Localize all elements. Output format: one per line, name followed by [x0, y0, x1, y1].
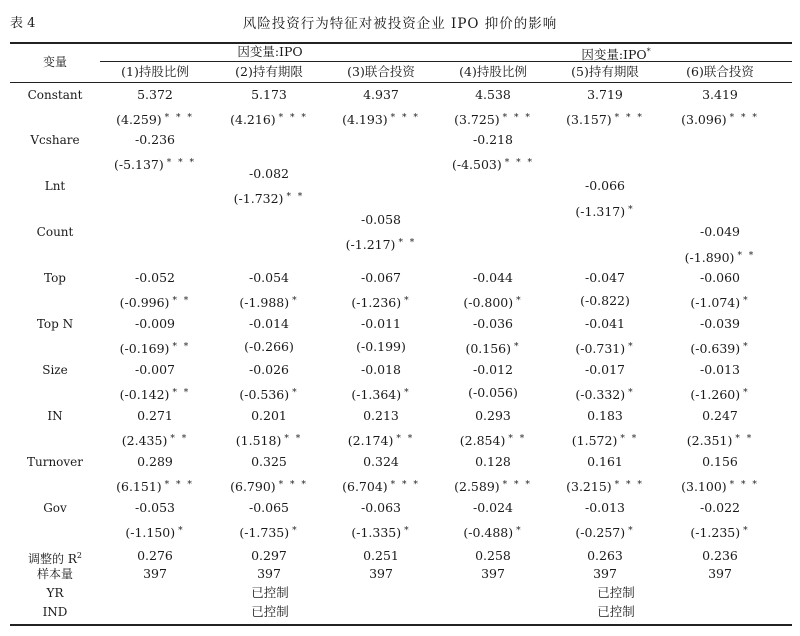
significance-stars: * * [508, 434, 527, 444]
coef-cell: 0.201 [251, 408, 287, 423]
sample-size-cell: 397 [708, 566, 732, 581]
significance-stars: * * [620, 434, 639, 444]
t-stat-value: (2.351) [686, 433, 733, 448]
t-stat-cell [325, 235, 437, 253]
coef-cell: -0.053 [134, 500, 175, 515]
significance-stars: * * * [614, 480, 644, 490]
significance-stars: * * * [504, 158, 534, 168]
t-stat-value: (6.790) [230, 479, 276, 494]
coef-cell: 0.156 [702, 454, 738, 469]
significance-stars: * [404, 526, 411, 536]
coef-cell: -0.065 [248, 500, 289, 515]
adj-r2-cell: 0.258 [475, 548, 511, 563]
coef-cell: -0.039 [699, 316, 740, 331]
t-stat-cell [664, 523, 776, 541]
header-rule [10, 82, 792, 83]
sample-size-cell: 397 [257, 566, 281, 581]
significance-stars: * * * [614, 113, 644, 123]
t-stat-value: (-1.150) [125, 525, 176, 540]
t-stat-value: (-1.890) [684, 250, 735, 265]
t-stat-cell [664, 339, 776, 357]
row-label-lnt: Lnt [44, 179, 66, 193]
row-label-size: Size [42, 363, 68, 377]
coef-cell: -0.066 [584, 178, 625, 193]
significance-stars: * * * [164, 480, 194, 490]
significance-stars: * [743, 342, 750, 352]
significance-stars: * * [172, 296, 191, 306]
coef-cell: -0.009 [134, 316, 175, 331]
t-stat-cell [549, 385, 661, 403]
column-header: (3)联合投资 [347, 64, 415, 79]
adj-r2-label: 调整的 $R^2$ [28, 551, 82, 566]
row-label-count: Count [36, 225, 74, 239]
t-stat-cell [99, 110, 211, 128]
t-stat-value: (-5.137) [114, 157, 164, 172]
coef-cell: -0.041 [584, 316, 625, 331]
t-stat-cell [437, 293, 549, 311]
t-stat-value: (-0.056) [468, 385, 518, 400]
t-stat-cell [99, 477, 211, 495]
t-stat-cell [664, 293, 776, 311]
t-stat-cell [325, 477, 437, 495]
coef-cell: -0.236 [134, 132, 175, 147]
t-stat-cell [437, 155, 549, 173]
significance-stars: * * [172, 342, 191, 352]
coef-cell: 5.372 [137, 87, 173, 102]
coef-cell: 0.213 [363, 408, 399, 423]
significance-stars: * * * [390, 480, 420, 490]
t-stat-value: (-0.488) [463, 525, 514, 540]
dependent-variable-right: 因变量:IPO* [581, 47, 651, 63]
sample-size-cell: 397 [369, 566, 393, 581]
row-label-turnover: Turnover [26, 455, 84, 469]
significance-stars: * * [398, 238, 417, 248]
t-stat-cell [549, 339, 661, 357]
significance-stars: * * [172, 388, 191, 398]
t-stat-cell [213, 477, 325, 495]
significance-stars: * [743, 296, 750, 306]
t-stat-value: (-1.317) [575, 204, 626, 219]
coef-cell: 0.324 [363, 454, 399, 469]
significance-stars: * [743, 526, 750, 536]
t-stat-cell [99, 339, 211, 357]
coef-cell: 0.247 [702, 408, 738, 423]
coef-cell: 0.183 [587, 408, 623, 423]
t-stat-value: (-0.169) [119, 341, 170, 356]
bottom-rule [10, 624, 792, 626]
coef-cell: -0.012 [472, 362, 513, 377]
t-stat-cell [437, 339, 549, 357]
t-stat-value: (-0.996) [119, 295, 170, 310]
coef-cell: 4.937 [363, 87, 399, 102]
coef-cell: -0.013 [699, 362, 740, 377]
significance-stars: * * [396, 434, 415, 444]
ind-label: IND [42, 605, 68, 619]
t-stat-value: (-0.199) [356, 339, 406, 354]
variable-header: 变量 [42, 55, 67, 69]
column-header: (2)持有期限 [235, 64, 303, 79]
significance-stars: * [404, 296, 411, 306]
t-stat-value: (3.725) [454, 112, 500, 127]
adj-r2-cell: 0.263 [587, 548, 623, 563]
coef-cell: -0.013 [584, 500, 625, 515]
t-stat-cell [325, 385, 437, 403]
row-label-topn: Top N [36, 317, 74, 331]
significance-stars: * * * [278, 113, 308, 123]
row-label-in: IN [47, 409, 63, 423]
t-stat-value: (-0.822) [580, 293, 630, 308]
t-stat-cell [437, 523, 549, 541]
coef-cell: -0.054 [248, 270, 289, 285]
significance-stars: * [628, 526, 635, 536]
coef-cell: -0.067 [360, 270, 401, 285]
t-stat-cell [325, 431, 437, 449]
significance-stars: * * * [502, 113, 532, 123]
row-label-top: Top [44, 271, 66, 285]
significance-stars: * [516, 296, 523, 306]
t-stat-value: (1.572) [571, 433, 618, 448]
t-stat-cell [437, 431, 549, 449]
t-stat-value: (-0.266) [244, 339, 294, 354]
sample-size-cell: 397 [593, 566, 617, 581]
significance-stars: * [628, 388, 635, 398]
t-stat-value: (4.216) [230, 112, 276, 127]
t-stat-value: (-1.260) [690, 387, 741, 402]
adj-r2-cell: 0.276 [137, 548, 173, 563]
t-stat-value: (3.215) [566, 479, 612, 494]
column-header: (4)持股比例 [459, 64, 527, 79]
adj-r2-cell: 0.236 [702, 548, 738, 563]
t-stat-cell [213, 431, 325, 449]
significance-stars: * * * [278, 480, 308, 490]
t-stat-cell [325, 339, 437, 355]
t-stat-value: (-1.236) [351, 295, 402, 310]
group-rule-left [100, 61, 440, 62]
t-stat-value: (-1.988) [239, 295, 290, 310]
t-stat-value: (-0.639) [690, 341, 741, 356]
t-stat-value: (3.100) [681, 479, 727, 494]
coef-cell: 0.325 [251, 454, 287, 469]
significance-stars: * [514, 342, 521, 352]
t-stat-value: (-0.332) [575, 387, 626, 402]
table-title: 风险投资行为特征对被投资企业 IPO 抑价的影响 [242, 16, 558, 32]
t-stat-cell [437, 477, 549, 495]
t-stat-cell [664, 431, 776, 449]
coef-cell: -0.063 [360, 500, 401, 515]
coef-cell: -0.058 [360, 212, 401, 227]
coef-cell: -0.036 [472, 316, 513, 331]
t-stat-value: (2.589) [454, 479, 500, 494]
t-stat-value: (-1.735) [239, 525, 290, 540]
coef-cell: 0.293 [475, 408, 511, 423]
significance-stars: * [178, 526, 185, 536]
significance-stars: * * * [502, 480, 532, 490]
t-stat-value: (-1.235) [690, 525, 741, 540]
t-stat-value: (-1.217) [345, 237, 396, 252]
coef-cell: -0.017 [584, 362, 625, 377]
coef-cell: 3.719 [587, 87, 623, 102]
coef-cell: 4.538 [475, 87, 511, 102]
column-header: (1)持股比例 [121, 64, 189, 79]
t-stat-value: (-1.364) [351, 387, 402, 402]
significance-stars: * * * [166, 158, 196, 168]
t-stat-cell [549, 431, 661, 449]
significance-stars: * [516, 526, 523, 536]
significance-stars: * * * [729, 480, 759, 490]
t-stat-cell [213, 189, 325, 207]
significance-stars: * * * [729, 113, 759, 123]
significance-stars: * * * [164, 113, 194, 123]
coef-cell: -0.007 [134, 362, 175, 377]
t-stat-cell [99, 293, 211, 311]
yr-label: YR [46, 586, 64, 600]
t-stat-value: (4.193) [342, 112, 388, 127]
column-header: (5)持有期限 [571, 64, 639, 79]
significance-stars: * * [735, 434, 754, 444]
t-stat-cell [213, 385, 325, 403]
t-stat-value: (6.151) [116, 479, 162, 494]
table-label: 表 4 [10, 16, 36, 31]
sample-size-cell: 397 [143, 566, 167, 581]
t-stat-value: (-4.503) [452, 157, 502, 172]
yr-control-left: 已控制 [251, 585, 289, 600]
t-stat-value: (-0.257) [575, 525, 626, 540]
t-stat-value: (3.096) [681, 112, 727, 127]
significance-stars: * [404, 388, 411, 398]
ind-control-right: 已控制 [597, 604, 635, 619]
t-stat-cell [549, 202, 661, 220]
dependent-variable-left: 因变量:IPO [237, 44, 303, 59]
t-stat-value: (-1.074) [690, 295, 741, 310]
coef-cell: -0.047 [584, 270, 625, 285]
significance-stars: * [292, 388, 299, 398]
coef-cell: -0.026 [248, 362, 289, 377]
t-stat-cell [549, 523, 661, 541]
significance-stars: * [628, 205, 635, 215]
adj-r2-cell: 0.251 [363, 548, 399, 563]
t-stat-cell [664, 385, 776, 403]
t-stat-cell [99, 431, 211, 449]
t-stat-value: (-1.732) [233, 191, 284, 206]
ind-control-left: 已控制 [251, 604, 289, 619]
sample-size-label: 样本量 [36, 567, 73, 581]
coef-cell: -0.060 [699, 270, 740, 285]
significance-stars: * * [170, 434, 189, 444]
t-stat-value: (0.156) [465, 341, 512, 356]
row-label-vcshare: Vcshare [30, 133, 80, 147]
significance-stars: * * [286, 192, 305, 202]
coef-cell: 0.271 [137, 408, 173, 423]
t-stat-value: (-0.800) [463, 295, 514, 310]
t-stat-value: (6.704) [342, 479, 388, 494]
coef-cell: -0.052 [134, 270, 175, 285]
t-stat-cell [213, 110, 325, 128]
t-stat-cell [549, 110, 661, 128]
coef-cell: -0.044 [472, 270, 513, 285]
t-stat-cell [325, 110, 437, 128]
t-stat-cell [664, 110, 776, 128]
t-stat-value: (2.174) [347, 433, 394, 448]
coef-cell: -0.082 [248, 166, 289, 181]
coef-cell: -0.049 [699, 224, 740, 239]
coef-cell: -0.018 [360, 362, 401, 377]
coef-cell: -0.218 [472, 132, 513, 147]
significance-stars: * * [737, 251, 756, 261]
t-stat-cell [213, 339, 325, 355]
coef-cell: -0.011 [360, 316, 401, 331]
coef-cell: 0.128 [475, 454, 511, 469]
t-stat-cell [325, 293, 437, 311]
t-stat-value: (4.259) [116, 112, 162, 127]
t-stat-value: (-0.536) [239, 387, 290, 402]
t-stat-cell [213, 293, 325, 311]
column-header: (6)联合投资 [686, 64, 754, 79]
row-label-constant: Constant [27, 88, 83, 102]
coef-cell: 0.289 [137, 454, 173, 469]
significance-stars: * [628, 342, 635, 352]
t-stat-cell [549, 293, 661, 309]
t-stat-cell [99, 523, 211, 541]
adj-r2-cell: 0.297 [251, 548, 287, 563]
t-stat-value: (3.157) [566, 112, 612, 127]
significance-stars: * * * [390, 113, 420, 123]
significance-stars: * [292, 296, 299, 306]
significance-stars: * [743, 388, 750, 398]
t-stat-value: (-1.335) [351, 525, 402, 540]
t-stat-value: (2.435) [121, 433, 168, 448]
coef-cell: -0.022 [699, 500, 740, 515]
t-stat-cell [664, 248, 776, 266]
t-stat-value: (-0.731) [575, 341, 626, 356]
t-stat-cell [325, 523, 437, 541]
coef-cell: 0.161 [587, 454, 623, 469]
t-stat-cell [549, 477, 661, 495]
coef-cell: -0.024 [472, 500, 513, 515]
significance-stars: * [292, 526, 299, 536]
coef-cell: -0.014 [248, 316, 289, 331]
t-stat-cell [437, 385, 549, 401]
sample-size-cell: 397 [481, 566, 505, 581]
row-label-gov: Gov [43, 501, 67, 515]
coef-cell: 5.173 [251, 87, 287, 102]
t-stat-cell [664, 477, 776, 495]
t-stat-cell [213, 523, 325, 541]
t-stat-value: (1.518) [235, 433, 282, 448]
t-stat-value: (-0.142) [119, 387, 170, 402]
t-stat-cell [437, 110, 549, 128]
t-stat-value: (2.854) [459, 433, 506, 448]
significance-stars: * * [284, 434, 303, 444]
coef-cell: 3.419 [702, 87, 738, 102]
yr-control-right: 已控制 [597, 585, 635, 600]
t-stat-cell [99, 385, 211, 403]
t-stat-cell [99, 155, 211, 173]
